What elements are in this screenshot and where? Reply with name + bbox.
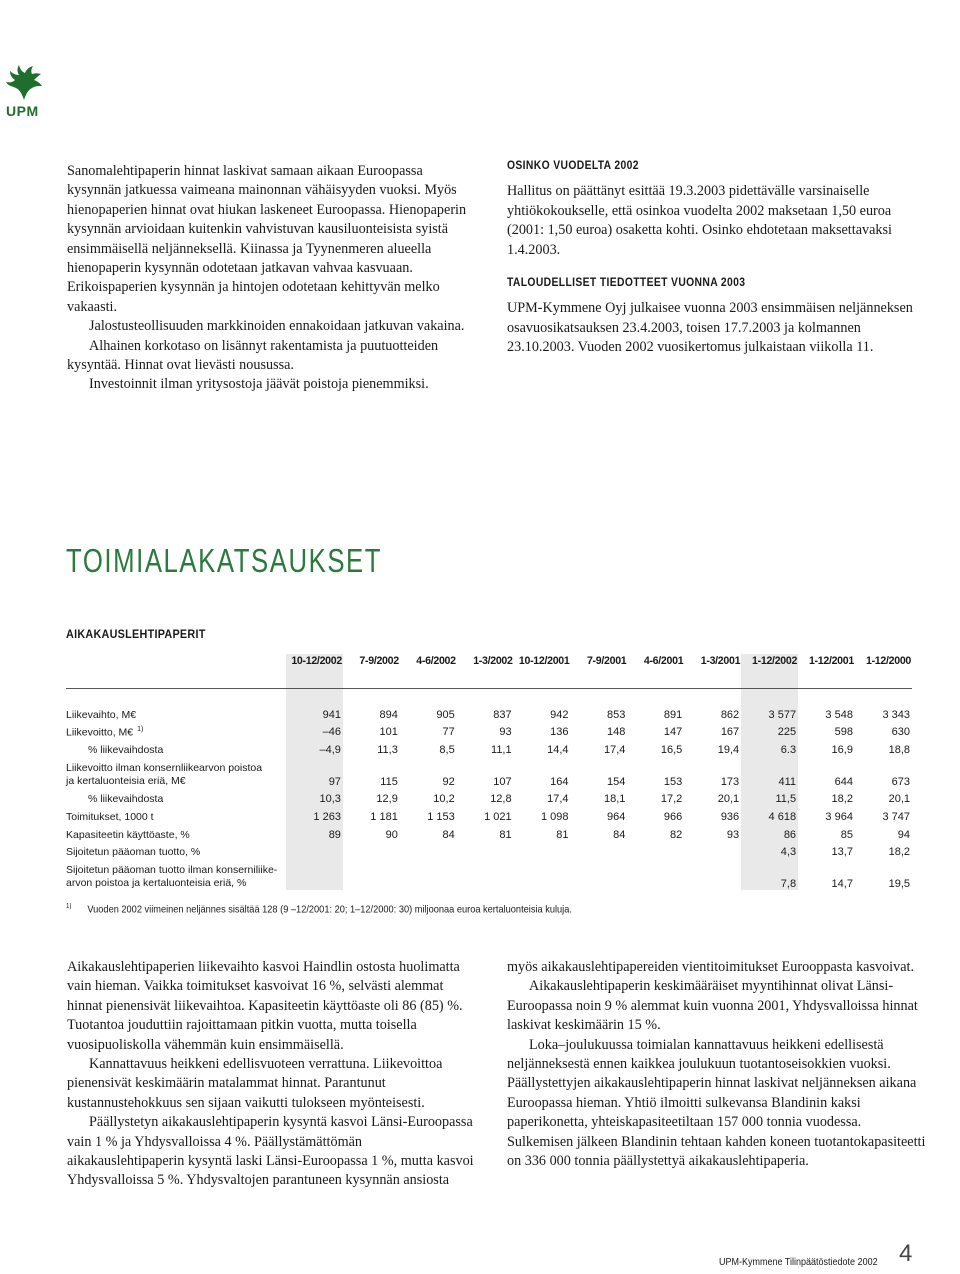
table-cell: 225 <box>741 721 798 739</box>
table-cell: 81 <box>499 828 512 841</box>
table-row <box>66 823 912 841</box>
row-label-line: arvon poistoa ja kertaluonteisia eriä, % <box>66 877 247 890</box>
column-header: 7-9/2002 <box>343 654 400 689</box>
table-footnote <box>66 903 572 916</box>
table-cell: 147 <box>663 726 683 739</box>
row-label <box>66 805 286 823</box>
table-cell: 644 <box>834 775 853 788</box>
review-paragraph: Aikakauslehtipaperien liikevaihto kasvoi Haindlin ostosta huolimatta vain hieman. Vaikka toimitukset kasvoivat 16 %, selvästi alemmat hinnat pienensivät liikevaihtoa. Kapasiteetin käyttöaste oli 86 (85) %. Tuotantoa jouduttiin rajoittamaan pitkin vuotta, mutta toisella vuosipuoliskolla vähemmän kuin ensimmäisellä. <box>67 959 463 1053</box>
table-cell: 7,8 <box>741 858 798 890</box>
row-label-text: Sijoitetun pääoman tuotto, % <box>66 846 201 859</box>
table-cell: 167 <box>720 726 740 739</box>
table-cell <box>286 858 343 890</box>
table-cell: 92 <box>442 775 455 788</box>
table-cell: 1 181 <box>370 810 398 823</box>
table-cell <box>400 841 457 859</box>
table-cell: 1 021 <box>484 810 512 823</box>
table-cell: 13,7 <box>831 846 853 859</box>
table-cell: 936 <box>720 810 740 823</box>
table-cell: 3 577 <box>741 703 798 721</box>
table-cell: 18,2 <box>888 846 910 859</box>
table-row <box>66 703 912 721</box>
subsection-title: AIKAKAUSLEHTIPAPERIT <box>66 627 206 641</box>
review-paragraph: Kannattavuus heikkeni edellisvuoteen verrattuna. Liikevoittoa pienensivät keskimäärin matalammat hinnat. Parantunut kustannustehokkuus sen sijaan vaikutti tulokseen myönteisesti. <box>67 1056 443 1111</box>
outlook-paragraph: Jalostusteollisuuden markkinoiden ennakoidaan jatkuvan vakaina. <box>89 318 465 335</box>
row-label-text: Liikevaihto, M€ <box>66 708 137 721</box>
table-cell <box>627 841 684 859</box>
footnote-reference: 1) <box>137 725 144 733</box>
table-header-row <box>66 654 912 689</box>
dividend-column <box>507 157 927 358</box>
griffin-emblem-icon <box>4 64 44 102</box>
table-cell <box>343 841 400 859</box>
row-label <box>66 858 286 890</box>
table-cell: 148 <box>607 726 626 739</box>
table-cell: 12,8 <box>490 793 512 806</box>
table-cell: 81 <box>556 828 569 841</box>
row-label-line: ja kertaluonteisia eriä, M€ <box>66 774 186 787</box>
table-cell: 93 <box>726 828 740 841</box>
table-cell <box>457 841 514 859</box>
table-cell: 14,4 <box>547 743 569 756</box>
table-cell: 20,1 <box>717 793 740 806</box>
table-cell: 630 <box>891 726 910 739</box>
row-label <box>66 841 286 859</box>
table-cell: 154 <box>607 775 626 788</box>
column-header: 4-6/2001 <box>627 654 684 689</box>
table-cell: 12,9 <box>376 793 398 806</box>
table-cell <box>571 841 628 859</box>
table-cell: 94 <box>897 828 910 841</box>
table-cell <box>571 858 628 890</box>
table-row <box>66 858 912 890</box>
row-label <box>66 738 286 756</box>
table-cell: 862 <box>720 708 740 721</box>
table-cell: 14,7 <box>831 878 853 891</box>
releases-heading: TALOUDELLISET TIEDOTTEET VUONNA 2003 <box>507 277 746 290</box>
table-cell <box>514 841 571 859</box>
table-cell: 101 <box>379 726 398 739</box>
table-cell: 115 <box>380 775 398 788</box>
table-cell: 1 153 <box>427 810 455 823</box>
row-label-line: Liikevoitto ilman konsernliikearvon poistoa <box>66 761 263 774</box>
table-cell: 19,5 <box>888 878 910 891</box>
table-cell: 942 <box>550 708 569 721</box>
table-cell: 17,2 <box>660 793 683 806</box>
table-cell: 905 <box>436 708 455 721</box>
row-label-text: Liikevoitto, M€ <box>66 726 134 739</box>
table-row <box>66 721 912 739</box>
table-cell: 18,1 <box>603 793 626 806</box>
row-label-text: Toimitukset, 1000 t <box>66 810 154 823</box>
table-cell: 107 <box>493 775 512 788</box>
table-cell: 18,8 <box>888 743 910 756</box>
table-cell: 164 <box>550 775 569 788</box>
table-row <box>66 805 912 823</box>
table-cell: 941 <box>286 703 343 721</box>
table-cell: 86 <box>741 823 798 841</box>
row-label <box>66 703 286 721</box>
column-header: 1-12/2000 <box>855 654 912 689</box>
column-header: 4-6/2002 <box>400 654 457 689</box>
table-cell <box>286 841 343 859</box>
row-label-text: % liikevaihdosta <box>88 793 164 806</box>
table-cell: 894 <box>379 708 398 721</box>
logo-text: UPM <box>6 103 39 119</box>
table-cell: 173 <box>720 775 740 788</box>
row-label-line: Sijoitetun pääoman tuotto ilman konserniliike- <box>66 864 278 877</box>
table-cell <box>514 858 571 890</box>
table-cell: 153 <box>663 775 683 788</box>
column-header: 1-12/2001 <box>798 654 855 689</box>
table-cell: –4,9 <box>286 738 343 756</box>
row-label-text: Kapasiteetin käyttöaste, % <box>66 828 190 841</box>
footnote-text: Vuoden 2002 viimeinen neljännes sisältää 128 (9 –12/2001: 20; 1–12/2000: 30) miljoonaa euroa kertaluonteisia kuluja. <box>87 903 572 916</box>
table-cell: 3 343 <box>882 708 910 721</box>
financial-table <box>66 654 912 890</box>
row-label <box>66 756 286 788</box>
dividend-heading: OSINKO VUODELTA 2002 <box>507 160 639 172</box>
table-cell: 3 548 <box>825 708 853 721</box>
section-title: TOIMIALAKATSAUKSET <box>66 542 383 579</box>
table-cell: 136 <box>550 726 569 739</box>
table-cell: 6.3 <box>741 738 798 756</box>
table-row <box>66 788 912 806</box>
outlook-paragraph: Sanomalehtipaperin hinnat laskivat samaan aikaan Euroopassa kysynnän jatkuessa vaimeana mainonnan vähäisyyden vuoksi. Myös hienopaperien hinnat ovat hiukan laskeneet Euroopassa. Hienopaperin kysynnän arvioidaan kuitenkin vahvistuvan kausiluonteisista syistä ensimmäisellä neljänneksellä. Kiinassa ja Tyynenmeren alueella hienopaperin kysynnän odotetaan jatkavan vahvaa kasvuaan. Erikoispaperien kysynnän ja hintojen odotetaan kehittyvän melko vakaasti. <box>67 163 467 315</box>
table-cell: 11,3 <box>377 743 398 756</box>
row-label <box>66 788 286 806</box>
table-cell: 89 <box>286 823 343 841</box>
table-cell: 3 747 <box>882 810 910 823</box>
table-cell: 673 <box>891 775 910 788</box>
table-cell: 964 <box>607 810 626 823</box>
table-cell: 966 <box>663 810 683 823</box>
table-cell: –46 <box>286 721 343 739</box>
review-paragraph: myös aikakauslehtipapereiden vientitoimitukset Eurooppasta kasvoivat. <box>507 959 915 975</box>
table-cell: 1 098 <box>540 810 569 823</box>
column-header: 1-12/2002 <box>741 654 798 689</box>
column-header: 1-3/2001 <box>684 654 741 689</box>
table-cell <box>400 858 457 890</box>
table-cell: 598 <box>834 726 853 739</box>
row-label <box>66 823 286 841</box>
table-cell: 90 <box>385 828 398 841</box>
table-cell: 16,9 <box>831 743 853 756</box>
table-cell: 11,5 <box>741 788 798 806</box>
table-cell: 891 <box>663 708 683 721</box>
column-header: 1-3/2002 <box>457 654 514 689</box>
table-cell: 77 <box>442 726 455 739</box>
table-cell: 411 <box>741 756 798 788</box>
table-cell: 97 <box>286 756 343 788</box>
table-cell: 84 <box>613 828 626 841</box>
table-cell: 8,5 <box>439 743 455 756</box>
table-cell: 3 964 <box>825 810 853 823</box>
review-paragraph: Loka–joulukuussa toimialan kannattavuus heikkeni edellisestä neljänneksestä ennen kaikkea joulukuun tuotantoseisokkien vuoksi. Päällystettyjen aikakauslehtipaperin hinnat laskivat neljänneksen aikana Euroopassa hieman. Yhtiö ilmoitti sulkevansa Blandinin kaksi paperikonetta, yhteiskapasiteetiltaan 157 000 tonnia vuodessa. Sulkemisen jälkeen Blandinin tehtaan kahden koneen tuotantokapasiteetti on 336 000 tonnia päällystettyä aikakauslehtipaperia. <box>507 1036 926 1170</box>
dividend-text: Hallitus on päättänyt esittää 19.3.2003 pidettävälle varsinaiselle yhtiökokoukselle, että osinkoa vuodelta 2002 maksetaan 1,50 euroa (2001: 1,50 euroa) osaketta kohti. Osinko ehdotetaan maksettavaksi 1.4.2003. <box>507 183 892 258</box>
table-cell: 853 <box>607 708 626 721</box>
table-cell: 20,1 <box>888 793 910 806</box>
table-cell: 837 <box>493 708 512 721</box>
column-header: 10-12/2002 <box>286 654 343 689</box>
page-number: 4 <box>899 1240 913 1267</box>
table-cell: 84 <box>442 828 455 841</box>
table-cell: 4 618 <box>741 805 798 823</box>
table-cell: 19,4 <box>717 743 740 756</box>
review-paragraph: Aikakauslehtipaperin keskimääräiset myyntihinnat olivat Länsi-Euroopassa noin 9 % alemmat kuin vuonna 2001, Yhdysvalloissa hinnat laskivat keskimäärin 15 %. <box>507 978 918 1034</box>
releases-text: UPM-Kymmene Oyj julkaisee vuonna 2003 ensimmäisen neljänneksen osavuosikatsauksen 23.4.2003, toisen 17.7.2003 ja kolmannen 23.10.2003. Vuoden 2002 vuosikertomus julkaistaan viikolla 11. <box>507 300 913 356</box>
table-cell: 17,4 <box>547 793 569 806</box>
company-logo <box>4 64 54 119</box>
review-paragraph: Päällystetyn aikakauslehtipaperin kysyntä kasvoi Länsi-Euroopassa vain 1 % ja Yhdysvalloissa 4 %. Päällystämättömän aikakauslehtipaperin kysyntä laski Länsi-Euroopassa 1 %, mutta kasvoi Yhdysvalloissa 5 %. Yhdysvaltojen parantuneen kysynnän ansiosta <box>67 1114 474 1189</box>
table-cell: 11,1 <box>491 743 512 756</box>
table-cell: 1 263 <box>286 805 343 823</box>
table-cell: 82 <box>670 828 683 841</box>
table-cell: 10,2 <box>433 793 455 806</box>
table-cell <box>684 858 741 890</box>
review-column-right <box>507 958 927 1171</box>
table-row <box>66 738 912 756</box>
table-cell <box>684 841 741 859</box>
table-cell: 10,3 <box>286 788 343 806</box>
footnote-mark: 1) <box>66 903 72 910</box>
row-label <box>66 721 286 739</box>
table-cell: 16,5 <box>660 743 683 756</box>
row-label-text: % liikevaihdosta <box>88 743 164 756</box>
table-cell: 85 <box>840 828 853 841</box>
table-cell <box>343 858 400 890</box>
outlook-paragraph: Alhainen korkotaso on lisännyt rakentamista ja puutuotteiden kysyntää. Hinnat ovat lievästi nousussa. <box>67 337 439 374</box>
table-cell: 18,2 <box>831 793 853 806</box>
outlook-column <box>67 162 479 395</box>
outlook-paragraph: Investoinnit ilman yritysostoja jäävät poistoja pienemmiksi. <box>89 376 429 393</box>
table-cell: 93 <box>499 726 512 739</box>
table-cell <box>457 858 514 890</box>
table-row <box>66 756 912 788</box>
table-cell: 17,4 <box>603 743 626 756</box>
table-cell <box>627 858 684 890</box>
column-header: 10-12/2001 <box>514 654 571 689</box>
table-row <box>66 841 912 859</box>
review-column-left <box>67 958 479 1191</box>
footer-document-name: UPM-Kymmene Tilinpäätöstiedote 2002 <box>719 1257 878 1268</box>
table-cell: 4,3 <box>741 841 798 859</box>
column-header: 7-9/2001 <box>571 654 628 689</box>
